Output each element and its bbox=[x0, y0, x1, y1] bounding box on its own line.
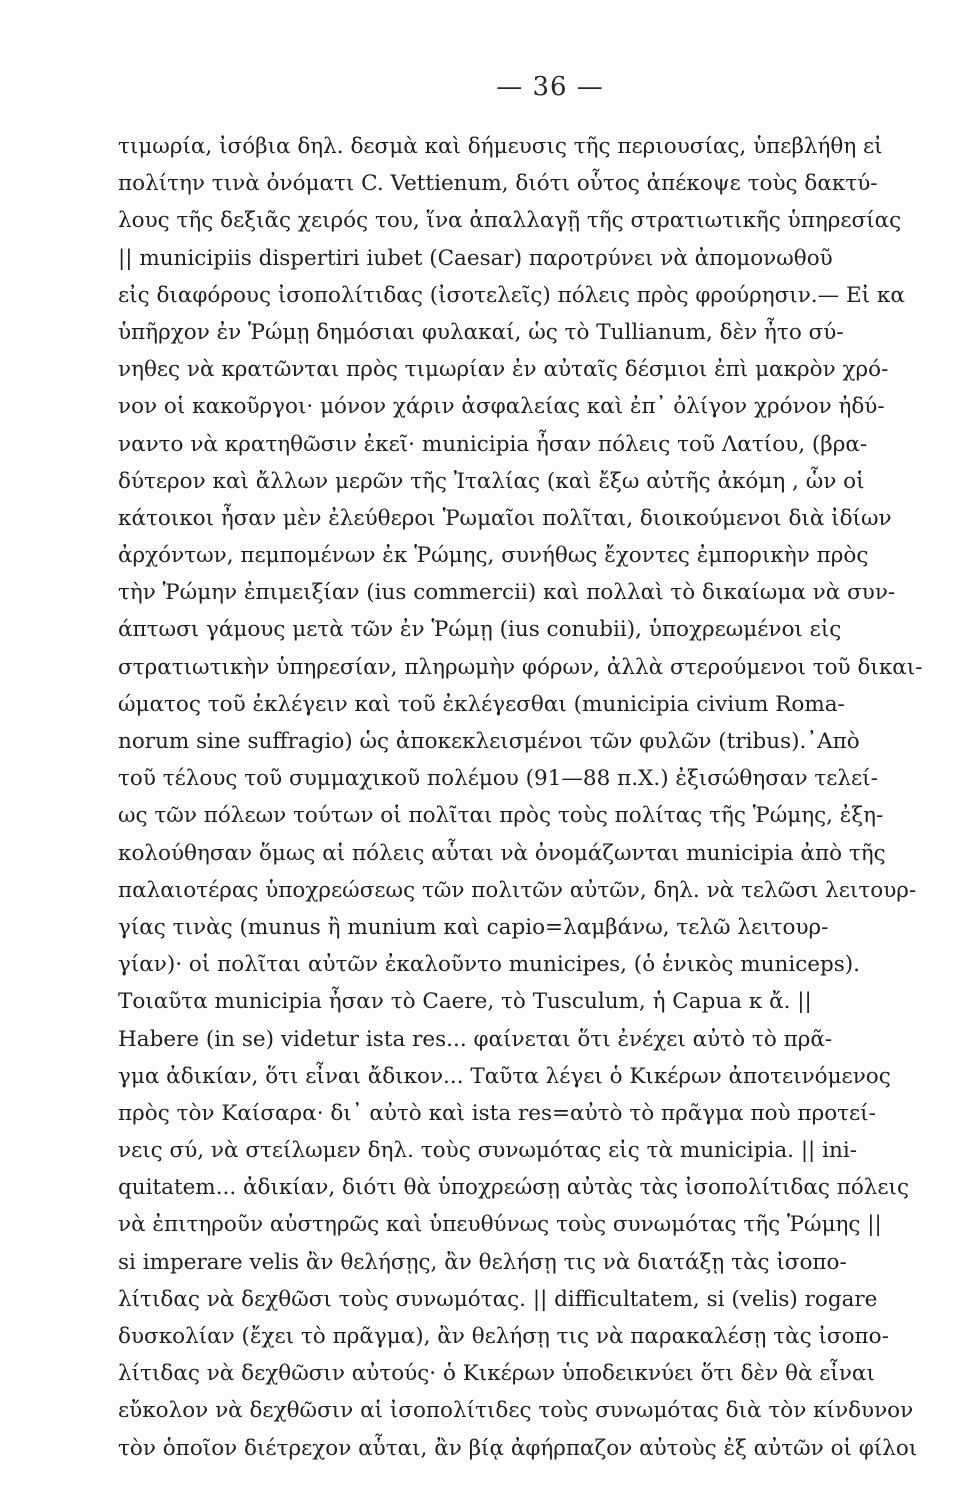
text-line: λίτιδας νὰ δεχθῶσιν αὐτούς· ὁ Κικέρων ὑποδεικνύει ὅτι δὲν θὰ εἶναι bbox=[118, 1361, 875, 1387]
text-line: δύτερον καὶ ἄλλων μερῶν τῆς Ἰταλίας (καὶ ἔξω αὐτῆς ἀκόμη , ὧν οἱ bbox=[118, 468, 865, 494]
text-line: στρατιωτικὴν ὑπηρεσίαν, πληρωμὴν φόρων, ἀλλὰ στερούμενοι τοῦ δικαι- bbox=[118, 654, 923, 680]
text-line: νὰ ἐπιτηροῦν αὐστηρῶς καὶ ὑπευθύνως τοὺς συνωμότας τῆς Ῥώμης || bbox=[118, 1212, 882, 1238]
text-line: quitatem... ἀδικίαν, διότι θὰ ὑποχρεώσῃ αὐτὰς τὰς ἰσοπολίτιδας πόλεις bbox=[118, 1175, 910, 1201]
text-line: λους τῆς δεξιᾶς χειρός του, ἵνα ἀπαλλαγῇ τῆς στρατιωτικῆς ὑπηρεσίας bbox=[118, 208, 902, 234]
text-line: Τοιαῦτα municipia ἦσαν τὸ Caere, τὸ Tusculum, ἡ Capua κ ἄ. || bbox=[118, 989, 812, 1015]
text-line: λίτιδας νὰ δεχθῶσι τοὺς συνωμότας. || difficultatem, si (velis) rogare bbox=[118, 1286, 878, 1312]
text-line: πρὸς τὸν Καίσαρα· δι᾽ αὐτὸ καὶ ista res=αὐτὸ τὸ πρᾶγμα ποὺ προτεί- bbox=[118, 1100, 876, 1126]
text-line: Habere (in se) videtur ista res... φαίνεται ὅτι ἐνέχει αὐτὸ τὸ πρᾶ- bbox=[118, 1026, 833, 1052]
text-line: ως τῶν πόλεων τούτων οἱ πολῖται πρὸς τοὺς πολίτας τῆς Ῥώμης, ἐξη- bbox=[118, 803, 884, 829]
text-line: si imperare velis ἂν θελήσῃς, ἂν θελήσῃ τις νὰ διατάξῃ τὰς ἰσοπο- bbox=[118, 1249, 847, 1275]
text-line: τοῦ τέλους τοῦ συμμαχικοῦ πολέμου (91—88 π.Χ.) ἐξισώθησαν τελεί- bbox=[118, 766, 878, 792]
text-line: νον οἱ κακοῦργοι· μόνον χάριν ἀσφαλείας καὶ ἐπ᾽ ὀλίγον χρόνον ἠδύ- bbox=[118, 394, 885, 420]
text-line: γμα ἀδικίαν, ὅτι εἶναι ἄδικον... Ταῦτα λέγει ὁ Κικέρων ἀποτεινόμενος bbox=[118, 1063, 891, 1089]
text-line: τὸν ὁποῖον διέτρεχον αὗται, ἂν βίᾳ ἀφήρπαζον αὐτοὺς ἐξ αὐτῶν οἱ φίλοι bbox=[118, 1435, 918, 1461]
text-line: νηθες νὰ κρατῶνται πρὸς τιμωρίαν ἐν αὐταῖς δέσμιοι ἐπὶ μακρὸν χρό- bbox=[118, 357, 889, 383]
text-line: ἀρχόντων, πεμπομένων ἐκ Ῥώμης, συνήθως ἔχοντες ἐμπορικὴν πρὸς bbox=[118, 543, 869, 569]
text-line: τιμωρία, ἰσόβια δηλ. δεσμὰ καὶ δήμευσις τῆς περιουσίας, ὑπεβλήθη εἰ bbox=[118, 134, 883, 159]
text-line: ὑπῆρχον ἐν Ῥώμῃ δημόσιαι φυλακαί, ὡς τὸ Tullianum, δὲν ἦτο σύ- bbox=[118, 319, 844, 345]
text-line: εἰς διαφόρους ἰσοπολίτιδας (ἰσοτελεῖς) πόλεις πρὸς φρούρησιν.— Εἰ κα bbox=[118, 282, 905, 308]
text-line: δυσκολίαν (ἔχει τὸ πρᾶγμα), ἂν θελήσῃ τις νὰ παρακαλέσῃ τὰς ἰσοπο- bbox=[118, 1324, 889, 1349]
text-line: κάτοικοι ἦσαν μὲν ἐλεύθεροι Ῥωμαῖοι πολῖται, διοικούμενοι διὰ ἰδίων bbox=[118, 505, 892, 531]
text-line: άπτωσι γάμους μετὰ τῶν ἐν Ῥώμῃ (ius conubii), ὑποχρεωμένοι εἰς bbox=[118, 617, 842, 643]
text-line: γίας τινὰς (munus ἢ munium καὶ capio=λαμβάνω, τελῶ λειτουρ- bbox=[118, 914, 829, 940]
text-line: ναντο νὰ κρατηθῶσιν ἐκεῖ· municipia ἦσαν πόλεις τοῦ Λατίου, (βρα- bbox=[118, 431, 868, 457]
text-line: παλαιοτέρας ὑποχρεώσεως τῶν πολιτῶν αὐτῶν, δηλ. νὰ τελῶσι λειτουρ- bbox=[118, 877, 917, 903]
text-line: τὴν Ῥώμην ἐπιμειξίαν (ius commercii) καὶ πολλαὶ τὸ δικαίωμα νὰ συν- bbox=[118, 580, 896, 606]
text-line: νεις σύ, νὰ στείλωμεν δηλ. τοὺς συνωμότας εἰς τὰ municipia. || ini- bbox=[118, 1138, 857, 1164]
text-line: || municipiis dispertiri iubet (Caesar) παροτρύνει νὰ ἀπομονωθοῦ bbox=[118, 245, 833, 271]
text-line: ώματος τοῦ ἐκλέγειν καὶ τοῦ ἐκλέγεσθαι (municipia civium Roma- bbox=[118, 691, 845, 717]
body-text bbox=[118, 128, 970, 1467]
text-line: κολούθησαν ὅμως αἱ πόλεις αὗται νὰ ὀνομάζωνται municipia ἀπὸ τῆς bbox=[118, 840, 886, 866]
page-number: — 36 — bbox=[496, 72, 604, 102]
text-line: norum sine suffragio) ὡς ἀποκεκλεισμένοι τῶν φυλῶν (tribus).᾽Απὸ bbox=[118, 729, 860, 754]
text-line: εὔκολον νὰ δεχθῶσιν αἱ ἰσοπολίτιδες τοὺς συνωμότας διὰ τὸν κίνδυνον bbox=[118, 1398, 914, 1424]
text-line: πολίτην τινὰ ὀνόματι C. Vettienum, διότι οὗτος ἀπέκοψε τοὺς δακτύ- bbox=[118, 171, 878, 197]
text-line: γίαν)· οἱ πολῖται αὐτῶν ἐκαλοῦντο municipes, (ὁ ἑνικὸς municeps). bbox=[118, 952, 861, 978]
